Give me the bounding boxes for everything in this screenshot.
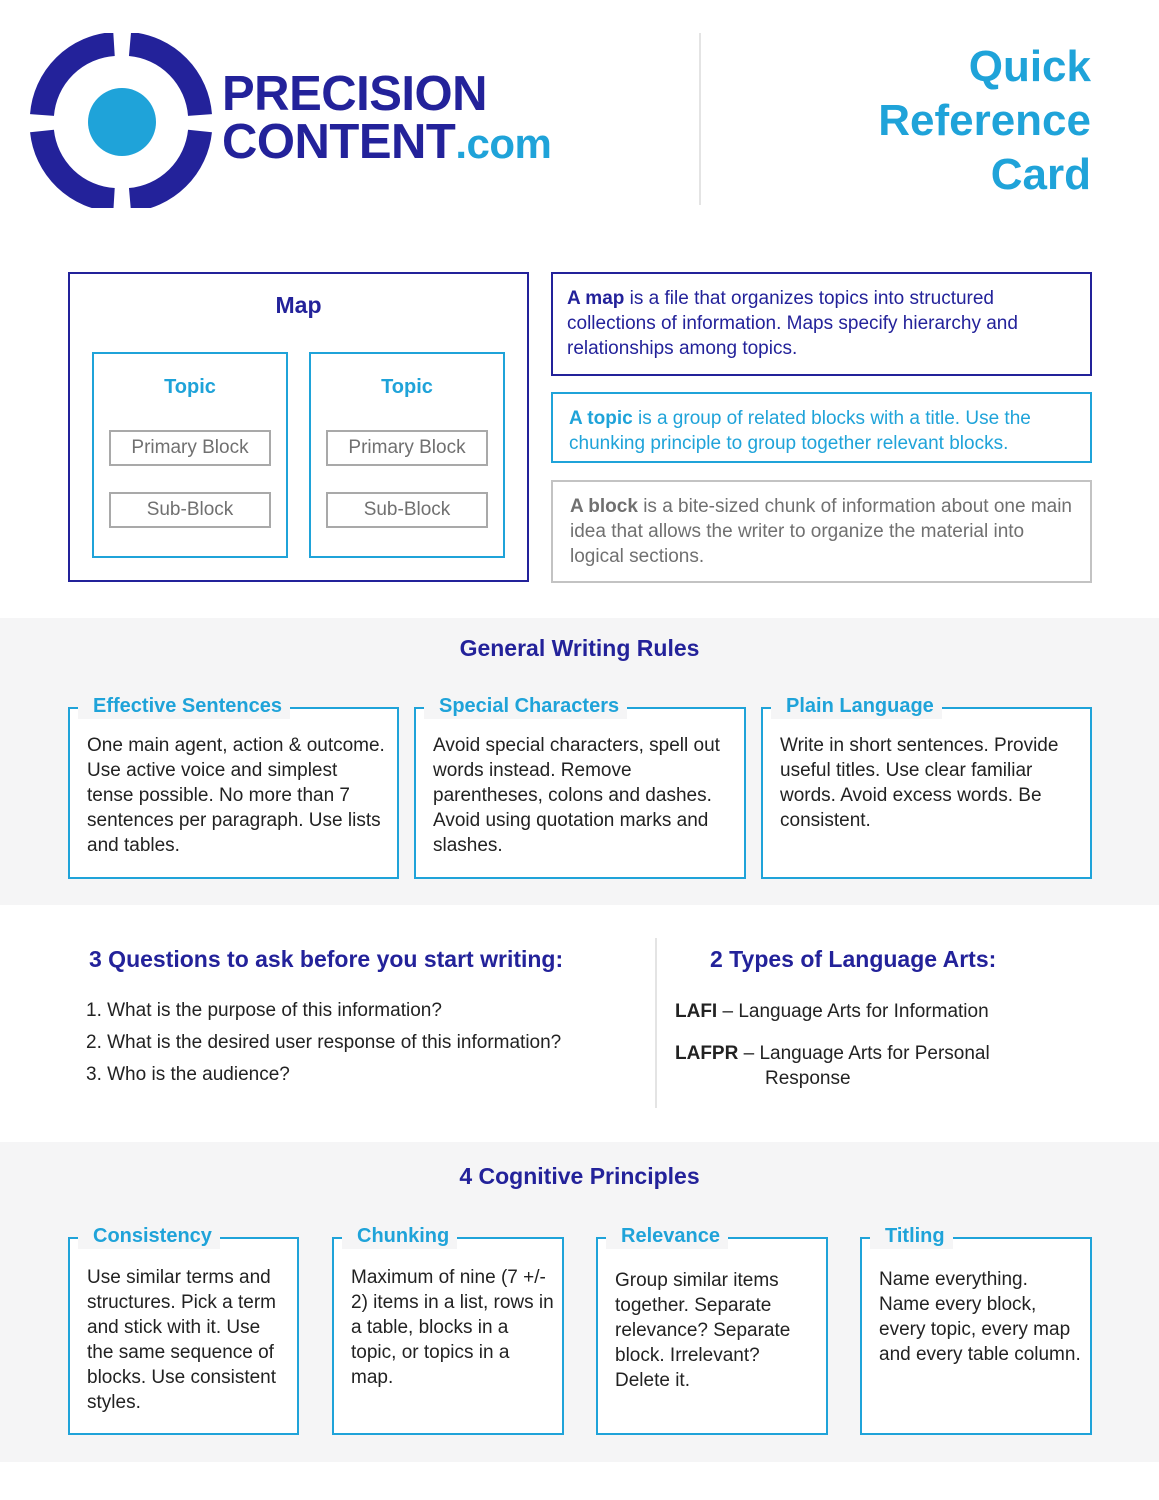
card-text: Avoid special characters, spell out words instead. Remove parentheses, colons and dashes. Avoid using quotation marks and slashes. <box>433 735 720 856</box>
primary-block: Primary Block <box>109 430 271 466</box>
language-arts-item-lafpr: LAFPR – Language Arts for Personal Response <box>675 1043 990 1089</box>
principle-card-chunking <box>332 1225 564 1435</box>
card-label: Special Characters <box>424 693 627 719</box>
sub-block: Sub-Block <box>109 492 271 528</box>
block-definition <box>551 480 1092 583</box>
title-line-3: Card <box>990 150 1091 199</box>
topic-box-1 <box>92 352 288 558</box>
map-term: A map <box>567 288 625 309</box>
principles-title: 4 Cognitive Principles <box>459 1163 700 1189</box>
column-divider <box>655 938 657 1108</box>
logo-wordmark <box>222 67 552 169</box>
card-text: Write in short sentences. Provide useful titles. Use clear familiar words. Avoid excess words. Be consistent. <box>780 735 1059 831</box>
logo-line-2: CONTENT.com <box>222 115 552 169</box>
map-label: Map <box>275 292 322 318</box>
rule-card-plain-language <box>761 695 1092 879</box>
topic-label: Topic <box>164 376 216 398</box>
principle-card-consistency <box>68 1225 299 1435</box>
list-item: 2. What is the desired user response of this information? <box>86 1032 562 1053</box>
card-text: Name everything. Name every block, every topic, every map and every table column. <box>879 1269 1081 1365</box>
title-line-2: Reference <box>878 96 1091 145</box>
card-label: Consistency <box>78 1223 220 1249</box>
topic-label: Topic <box>381 376 433 398</box>
map-diagram <box>68 272 529 582</box>
card-label: Effective Sentences <box>78 693 290 719</box>
card-label: Plain Language <box>771 693 942 719</box>
topic-definition-text: is a group of related blocks with a title. Use the chunking principle to group together relevant blocks. <box>569 408 1031 454</box>
writing-rules-title: General Writing Rules <box>459 635 700 661</box>
language-arts-title: 2 Types of Language Arts: <box>710 946 997 972</box>
header-divider <box>699 33 701 205</box>
page-title <box>878 40 1091 202</box>
map-definition-text: is a file that organizes topics into structured collections of information. Maps specify hierarchy and relationships among topics. <box>567 288 1018 359</box>
list-item: 3. Who is the audience? <box>86 1064 290 1085</box>
principle-card-titling <box>860 1225 1092 1435</box>
card-label: Titling <box>870 1223 953 1249</box>
topic-box-2 <box>309 352 505 558</box>
rule-card-effective-sentences <box>68 695 399 879</box>
title-line-1: Quick <box>968 42 1091 91</box>
questions-title: 3 Questions to ask before you start writing: <box>89 946 564 972</box>
card-label: Chunking <box>342 1223 457 1249</box>
language-arts-item-lafi: LAFI – Language Arts for Information <box>675 1001 989 1022</box>
card-text: Group similar items together. Separate relevance? Separate block. Irrelevant? Delete it. <box>615 1270 791 1391</box>
cognitive-principles-section <box>0 1142 1159 1462</box>
card-text: One main agent, action & outcome. Use active voice and simplest tense possible. No more than 7 sentences per paragraph. Use lists and tables. <box>87 735 385 856</box>
rule-card-special-characters <box>414 695 746 879</box>
card-text: Use similar terms and structures. Pick a term and stick with it. Use the same sequence of blocks. Use consistent styles. <box>87 1267 277 1413</box>
card-label: Relevance <box>606 1223 728 1249</box>
principle-card-relevance <box>596 1225 828 1435</box>
topic-definition <box>551 392 1092 463</box>
list-item: 1. What is the purpose of this information? <box>86 1000 442 1021</box>
block-definition-text: is a bite-sized chunk of information about one main idea that allows the writer to organize the material into logical sections. <box>570 496 1072 567</box>
card-text: Maximum of nine (7 +/- 2) items in a list, rows in a table, blocks in a topic, or topics in a map. <box>351 1267 554 1388</box>
questions-list <box>86 998 561 1094</box>
block-term: A block <box>570 496 638 517</box>
topic-term: A topic <box>569 408 633 429</box>
logo-line-1: PRECISION <box>222 67 488 121</box>
map-definition <box>551 272 1092 376</box>
writing-rules-section <box>0 618 1159 905</box>
sub-block: Sub-Block <box>326 492 488 528</box>
primary-block: Primary Block <box>326 430 488 466</box>
